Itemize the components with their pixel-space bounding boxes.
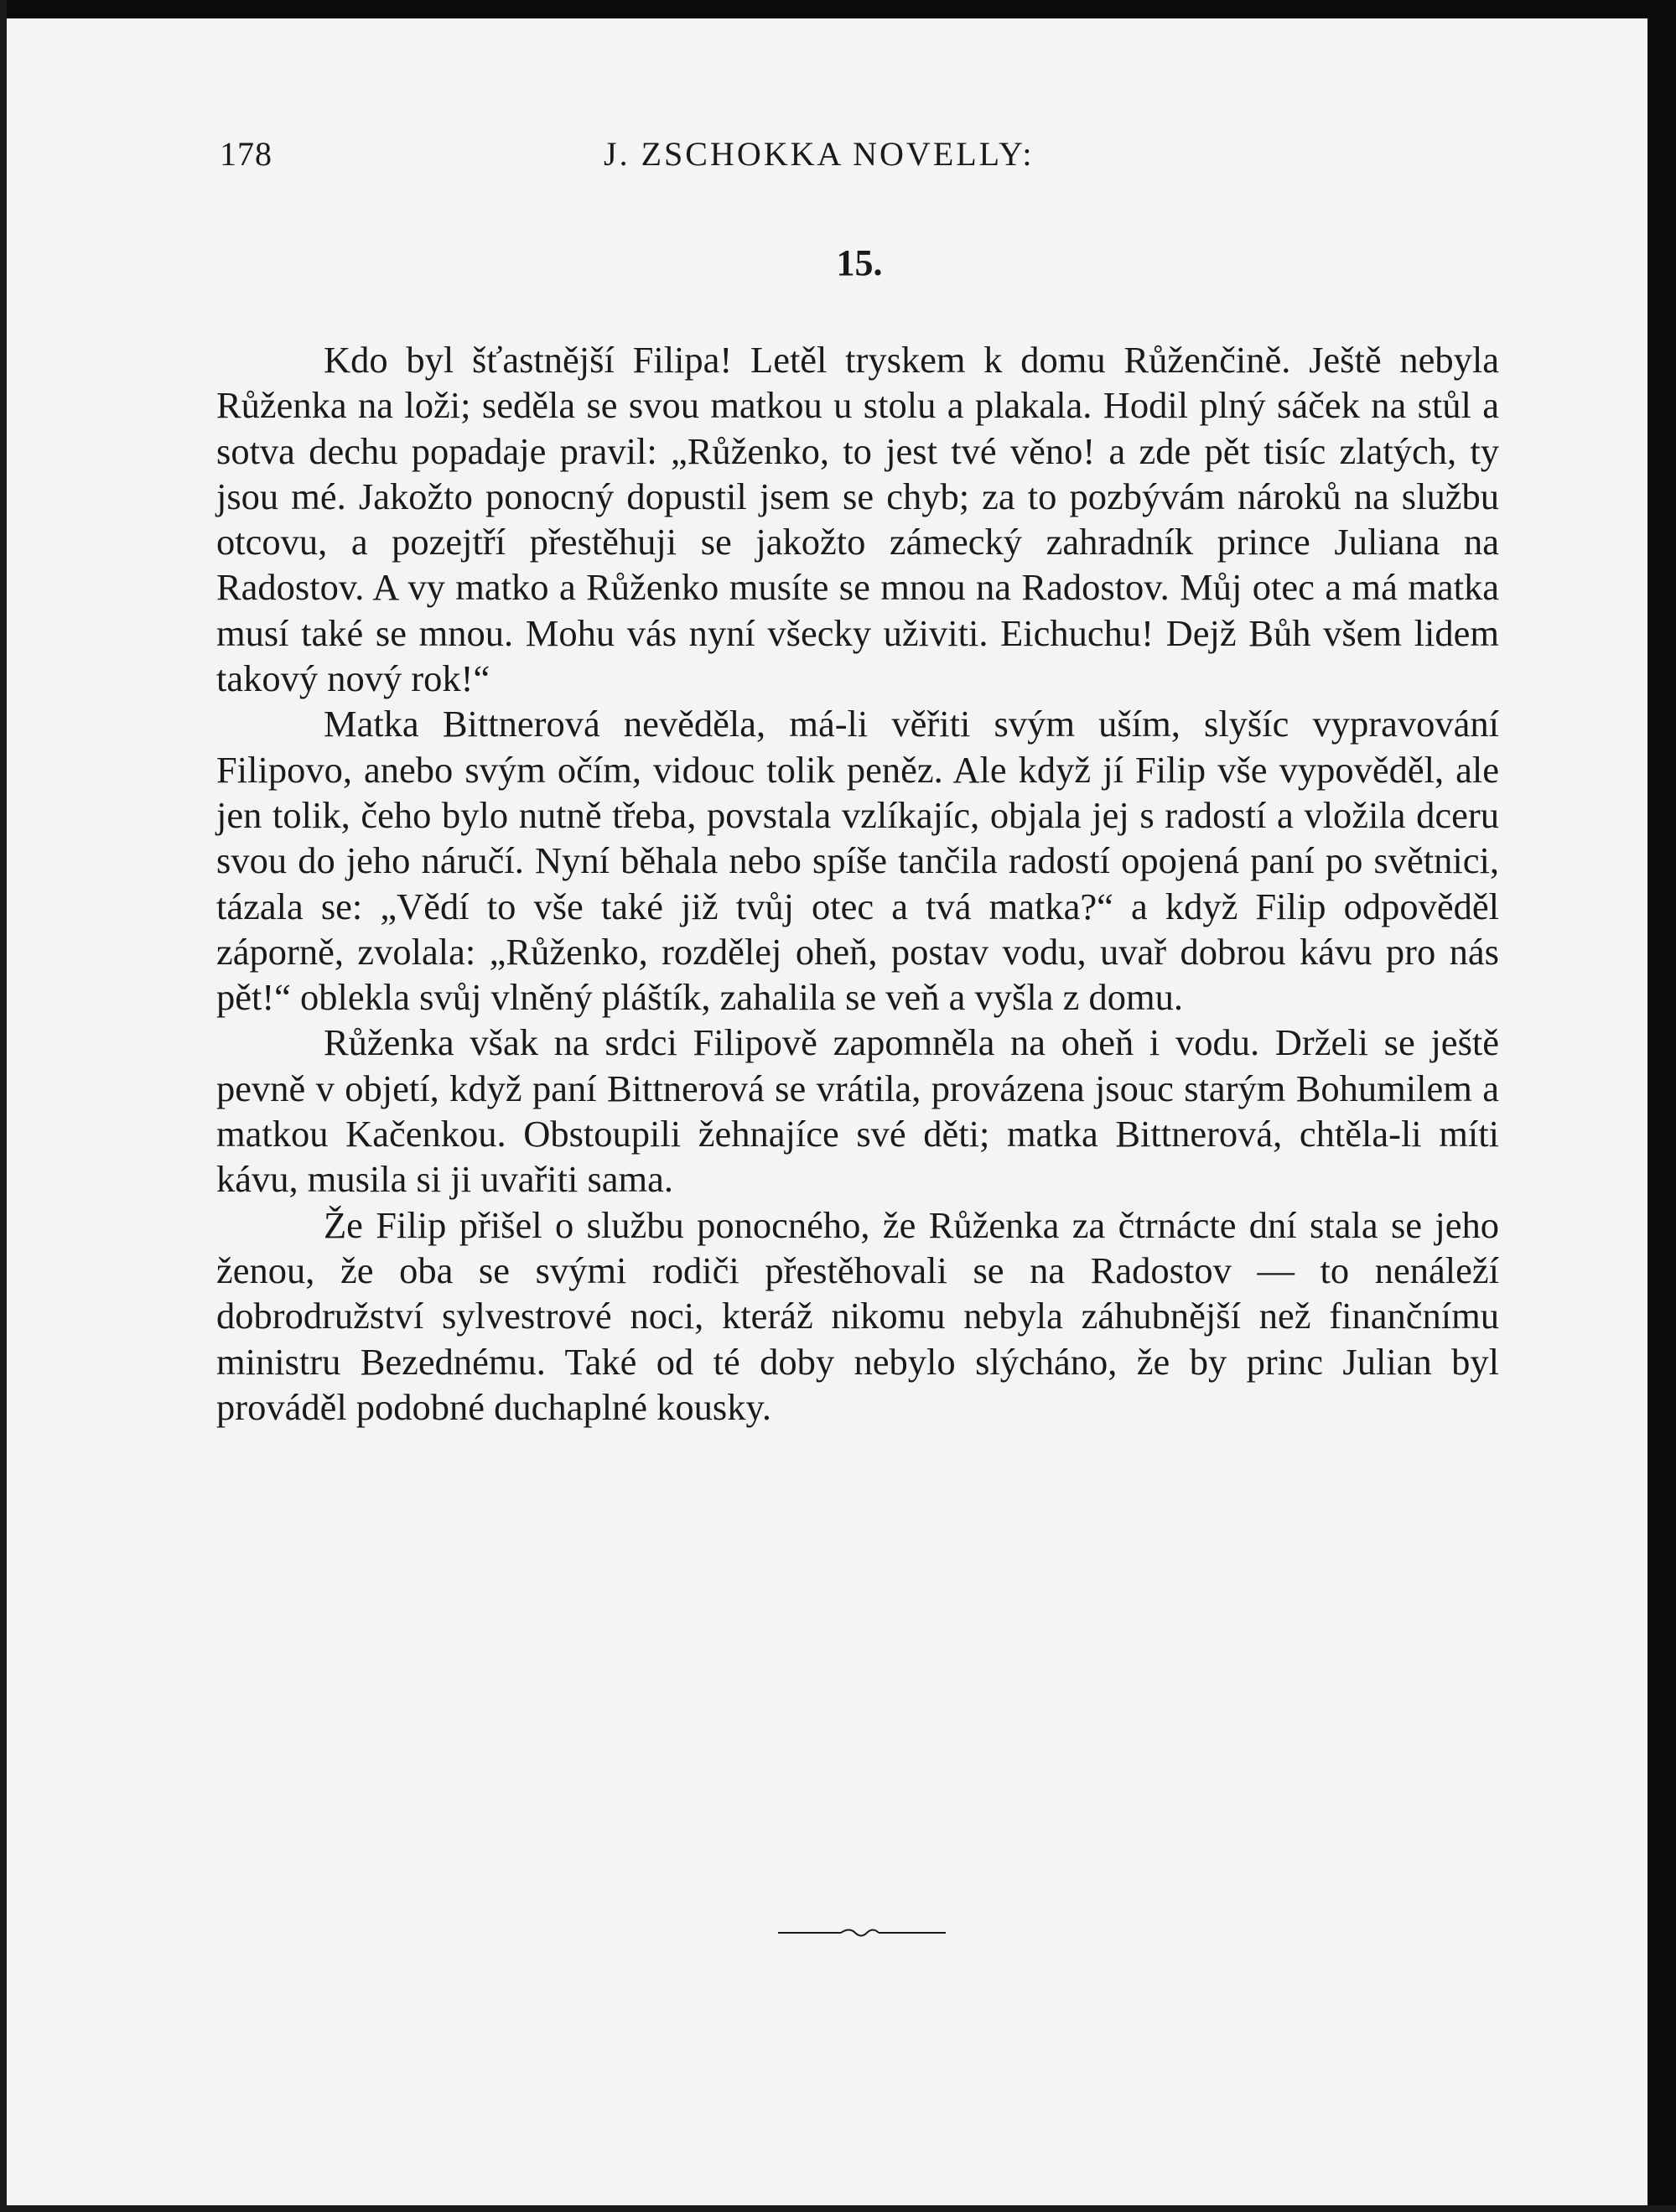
paragraph: Růženka však na srdci Filipově zapomněla na oheň i vodu. Drželi se ještě pevně v objetí, když paní Bittnerová se vrátila, provázena jsouc starým Bohumilem a matkou Kačenkou. Obstoupili žehnajíce své děti; matka Bittnerová, chtěla-li míti kávu, musila si ji uvařiti sama.	[216, 1021, 1499, 1201]
paragraph: Matka Bittnerová nevěděla, má-li věřiti svým uším, slyšíc vypravování Filipovo, anebo svým očím, vidouc tolik peněz. Ale když jí Filip vše vypověděl, ale jen tolik, čeho bylo nutně třeba, povstala vzlíkajíc, objala jej s radostí a vložila dceru svou do jeho náručí. Nyní běhala nebo spíše tančila radostí opojená paní po světnici, tázala se: „Vědí to vše také již tvůj otec a tvá matka?“ a když Filip odpověděl záporně, zvolala: „Růženko, rozdělej oheň, postav vodu, uvař dobrou kávu pro nás pět!“ oblekla svůj vlněný pláštík, zahalila se veň a vyšla z domu.	[216, 703, 1499, 1019]
scan-border-left	[0, 0, 7, 2212]
scan-border-bottom	[0, 2205, 1676, 2212]
body-text	[216, 337, 1499, 1430]
running-title: J. ZSCHOKKA NOVELLY:	[604, 135, 1035, 173]
chapter-number: 15.	[836, 242, 883, 283]
page-header	[220, 134, 1502, 184]
scan-border-top	[0, 0, 1676, 18]
end-flourish-icon	[778, 1924, 946, 1941]
paragraph: Kdo byl šťastnější Filipa! Letěl tryskem k domu Růženčině. Ještě nebyla Růženka na loži; seděla se svou matkou u stolu a plakala. Hodil plný sáček na stůl a sotva dechu popadaje pravil: „Růženko, to jest tvé věno! a zde pět tisíc zlatých, ty jsou mé. Jakožto ponocný dopustil jsem se chyb; za to pozbývám nároků na službu otcovu, a pozejtří přestěhuji se jakožto zámecký zahradník prince Juliana na Radostov. A vy matko a Růženko musíte se mnou na Radostov. Můj otec a má matka musí také se mnou. Mohu vás nyní všecky uživiti. Eichuchu! Dejž Bůh všem lidem takový nový rok!“	[216, 339, 1499, 700]
page-number: 178	[220, 135, 272, 173]
scan-border-right	[1647, 0, 1676, 2212]
paragraph: Že Filip přišel o službu ponocného, že Růženka za čtrnácte dní stala se jeho ženou, že oba se svými rodiči přestěhovali se na Radostov — to nenáleží dobrodružství sylvestrové noci, kteráž nikomu nebyla záhubnější než finančnímu ministru Bezednému. Také od té doby nebylo slýcháno, že by princ Julian byl prováděl podobné duchaplné kousky.	[216, 1203, 1499, 1428]
